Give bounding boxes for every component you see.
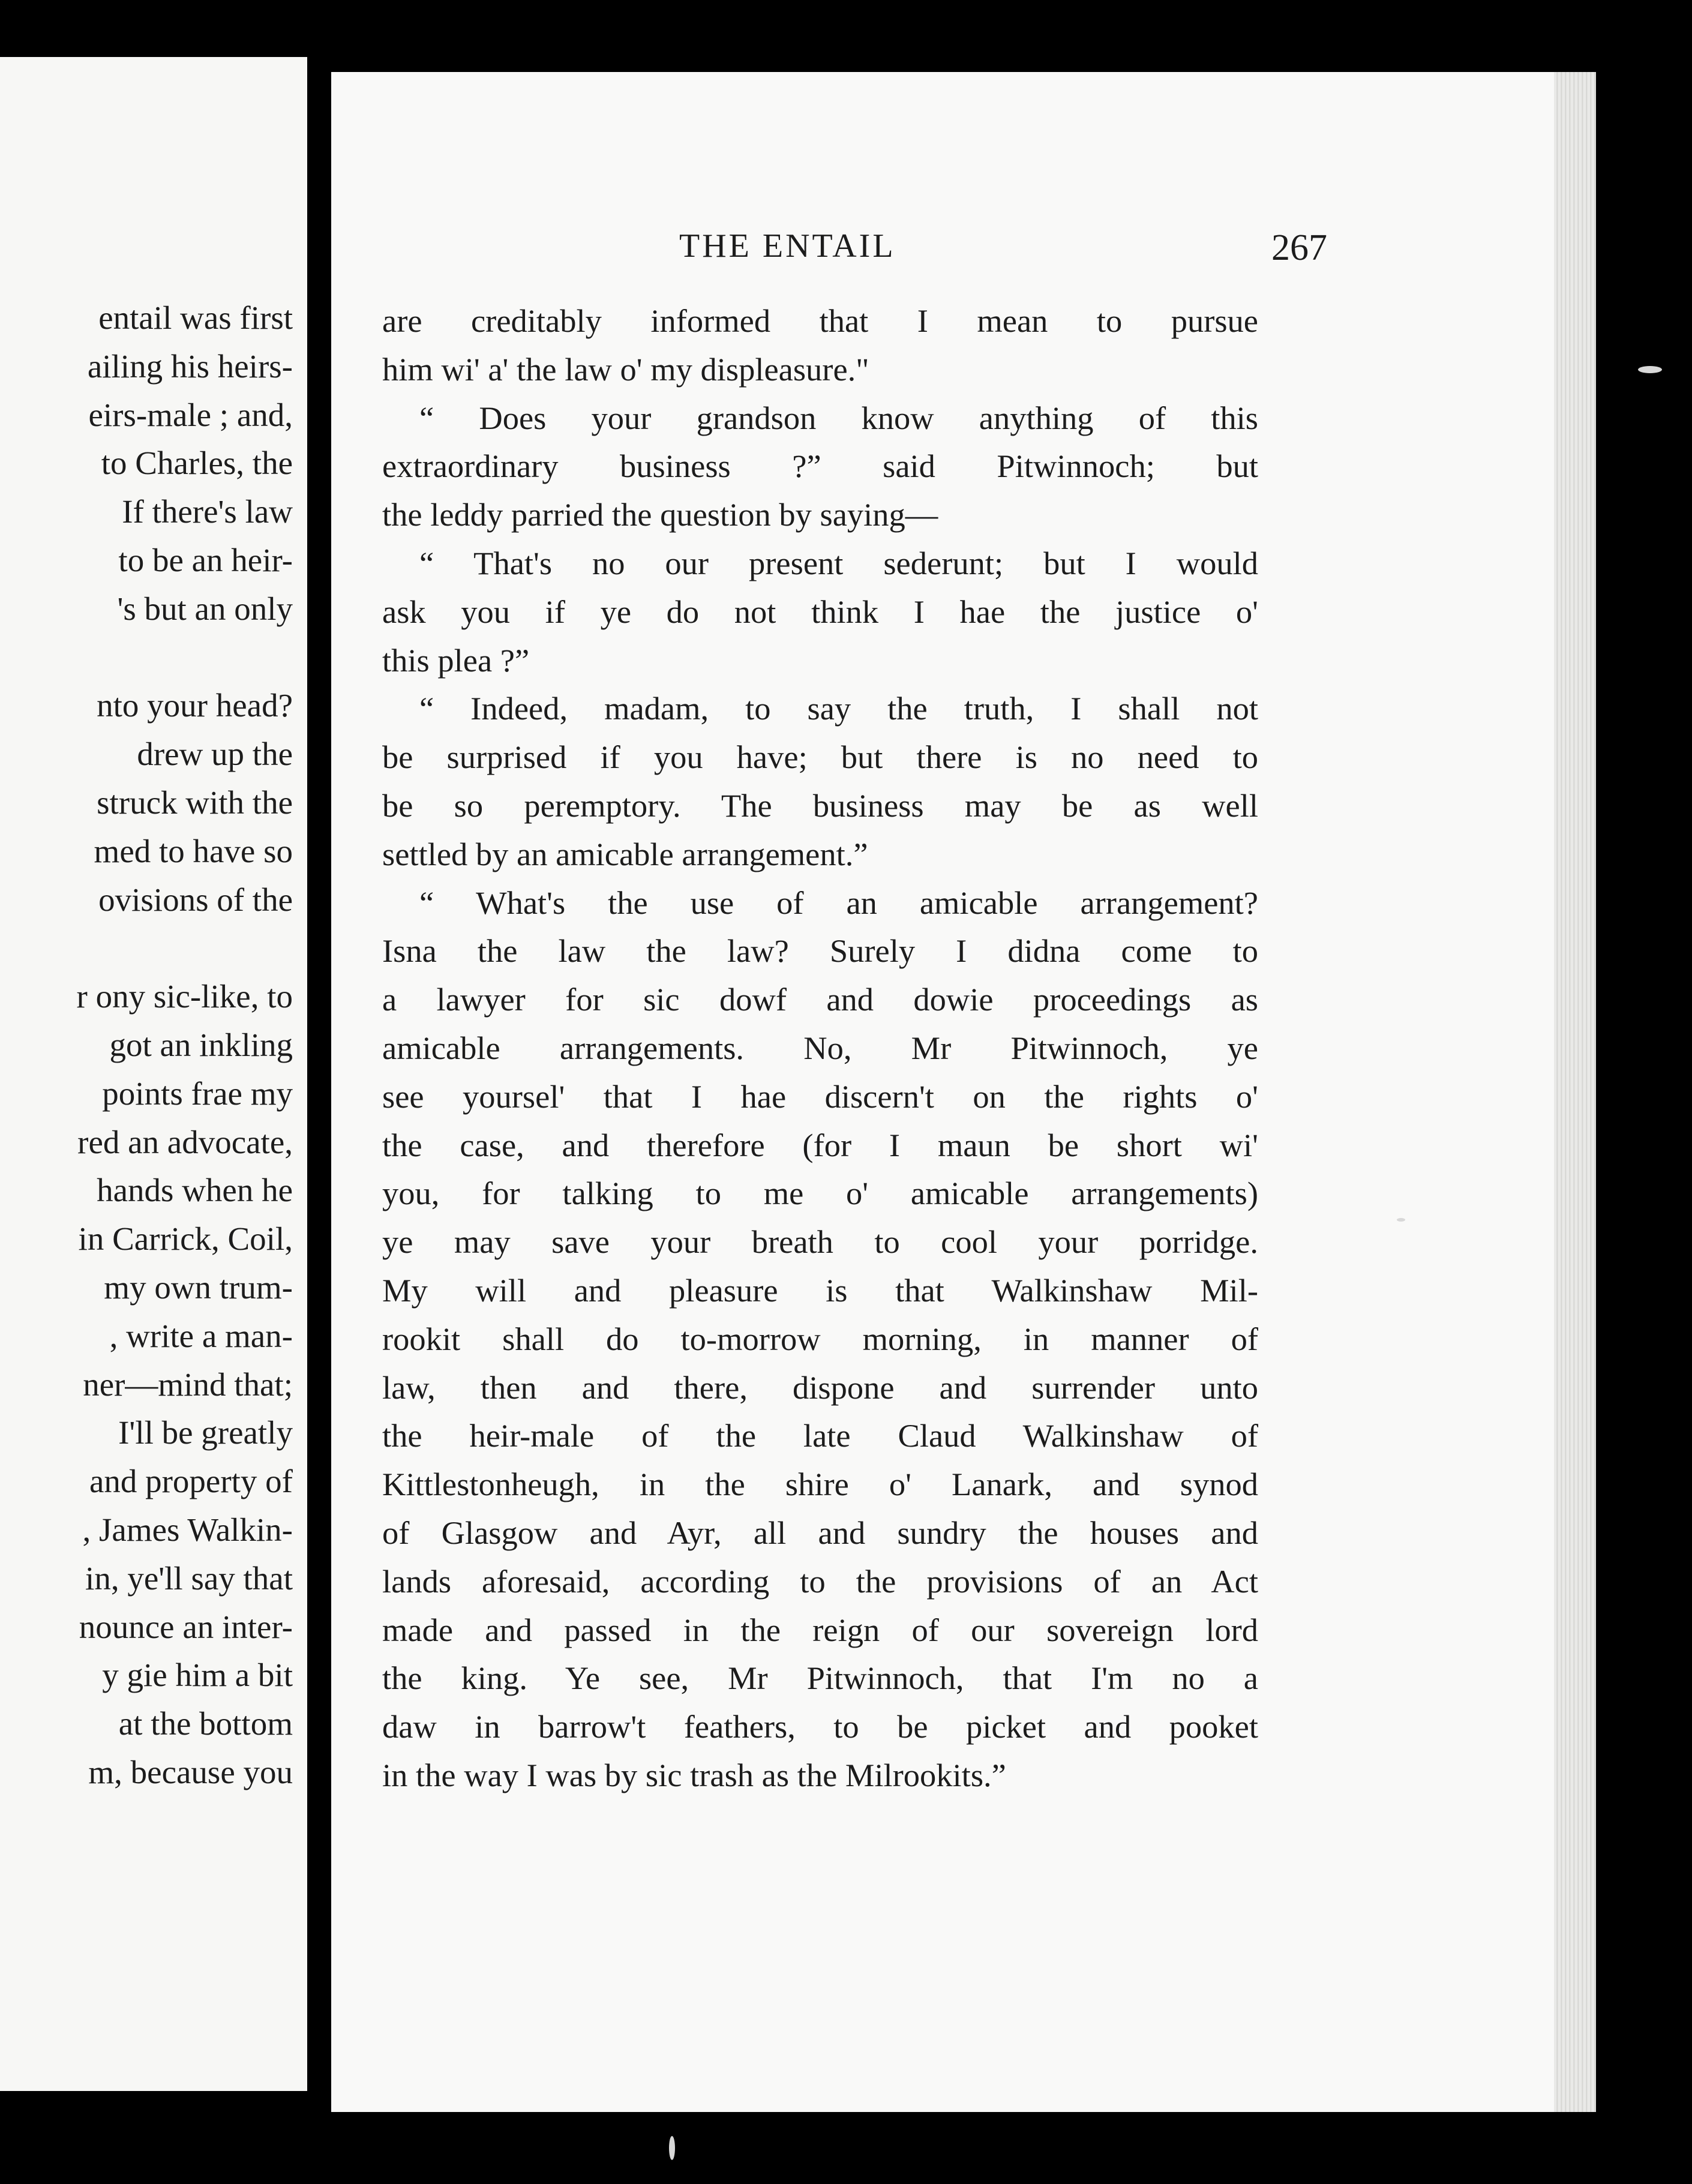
left-page-line: in, ye'll say that (85, 1559, 293, 1597)
text-line: be surprised if you have; but there is no need to (382, 739, 1258, 776)
left-page-line (0, 634, 293, 682)
text-line: in the way I was by sic trash as the Milrookits.” (382, 1756, 1006, 1793)
left-page-line: ovisions of the (98, 881, 293, 918)
left-page-line: , write a man- (109, 1317, 293, 1354)
book-gutter (307, 57, 331, 2097)
text-line: “ That's no our present sederunt; but I would (419, 544, 1258, 581)
page-number: 267 (1271, 227, 1327, 268)
page-edge (1554, 72, 1596, 2112)
left-page-line: nounce an inter- (79, 1608, 293, 1645)
left-page-line: struck with the (97, 784, 293, 821)
left-page-text (0, 294, 293, 1797)
text-line: you, for talking to me o' amicable arrangements) (382, 1175, 1258, 1212)
left-page-line: my own trum- (104, 1268, 293, 1306)
scan-speck (669, 2136, 675, 2160)
text-line: the case, and therefore (for I maun be short wi' (382, 1126, 1258, 1163)
text-line: Isna the law the law? Surely I didna come to (382, 932, 1258, 970)
scan-speck (1397, 1218, 1405, 1222)
left-page-line: ner—mind that; (83, 1366, 293, 1403)
text-line: a lawyer for sic dowf and dowie proceedings as (382, 981, 1258, 1018)
text-line: “ What's the use of an amicable arrangement? (419, 884, 1258, 921)
text-line: settled by an amicable arrangement.” (382, 835, 868, 872)
text-line: be so peremptory. The business may be as well (382, 787, 1258, 824)
left-page-line: r ony sic-like, to (76, 978, 293, 1015)
left-page-line: eirs-male ; and, (88, 396, 293, 433)
text-line: “ Does your grandson know anything of this (419, 399, 1258, 436)
scan-speck (1638, 366, 1662, 373)
body-text (382, 297, 1258, 1800)
text-line: the king. Ye see, Mr Pitwinnoch, that I'm no a (382, 1660, 1258, 1697)
right-page (331, 72, 1596, 2112)
left-page-line: got an inkling (109, 1026, 293, 1063)
text-line: the leddy parried the question by saying— (382, 496, 938, 533)
text-line: lands aforesaid, according to the provisions of an Act (382, 1562, 1258, 1600)
text-line: law, then and there, dispone and surrender unto (382, 1369, 1258, 1406)
left-page-line: entail was first (98, 299, 293, 336)
left-page-line: drew up the (137, 736, 293, 773)
text-line: My will and pleasure is that Walkinshaw Mil- (382, 1271, 1258, 1309)
text-line: ye may save your breath to cool your porridge. (382, 1223, 1258, 1261)
left-page-line: If there's law (122, 493, 293, 530)
left-page-line: to be an heir- (118, 541, 293, 578)
left-page-line: nto your head? (97, 687, 293, 724)
left-page-line: med to have so (94, 832, 293, 869)
text-line: him wi' a' the law o' my displeasure." (382, 350, 869, 388)
text-line: ask you if ye do not think I hae the justice o' (382, 593, 1258, 630)
text-line: see yoursel' that I hae discern't on the rights o' (382, 1078, 1258, 1115)
left-page-line: ailing his heirs- (87, 347, 293, 385)
text-line: “ Indeed, madam, to say the truth, I shall not (419, 690, 1258, 727)
left-page-line: I'll be greatly (118, 1414, 293, 1451)
text-line: of Glasgow and Ayr, all and sundry the houses and (382, 1514, 1258, 1551)
left-page-line: in Carrick, Coil, (78, 1220, 293, 1258)
left-page-line (0, 924, 293, 973)
text-line: made and passed in the reign of our sovereign lord (382, 1611, 1258, 1648)
left-page-line: hands when he (97, 1172, 293, 1209)
text-line: this plea ?” (382, 641, 530, 679)
left-page-line: m, because you (88, 1753, 293, 1790)
text-line: Kittlestonheugh, in the shire o' Lanark, and synod (382, 1466, 1258, 1503)
left-page-line: , James Walkin- (82, 1511, 293, 1548)
text-line: amicable arrangements. No, Mr Pitwinnoch, ye (382, 1029, 1258, 1066)
left-page-line: y gie him a bit (102, 1657, 293, 1694)
running-title: THE ENTAIL (679, 227, 896, 265)
left-page-line: to Charles, the (101, 445, 293, 482)
left-page (0, 57, 307, 2091)
left-page-line: and property of (89, 1463, 293, 1500)
left-page-line: 's but an only (117, 590, 293, 627)
text-line: daw in barrow't feathers, to be picket and pooket (382, 1708, 1258, 1745)
left-page-line: at the bottom (118, 1705, 293, 1742)
text-line: rookit shall do to-morrow morning, in manner of (382, 1320, 1258, 1357)
left-page-line: points frae my (102, 1075, 293, 1112)
text-line: extraordinary business ?” said Pitwinnoch; but (382, 448, 1258, 485)
text-line: are creditably informed that I mean to pursue (382, 302, 1258, 339)
left-page-line: red an advocate, (77, 1123, 293, 1160)
text-line: the heir-male of the late Claud Walkinshaw of (382, 1417, 1258, 1454)
